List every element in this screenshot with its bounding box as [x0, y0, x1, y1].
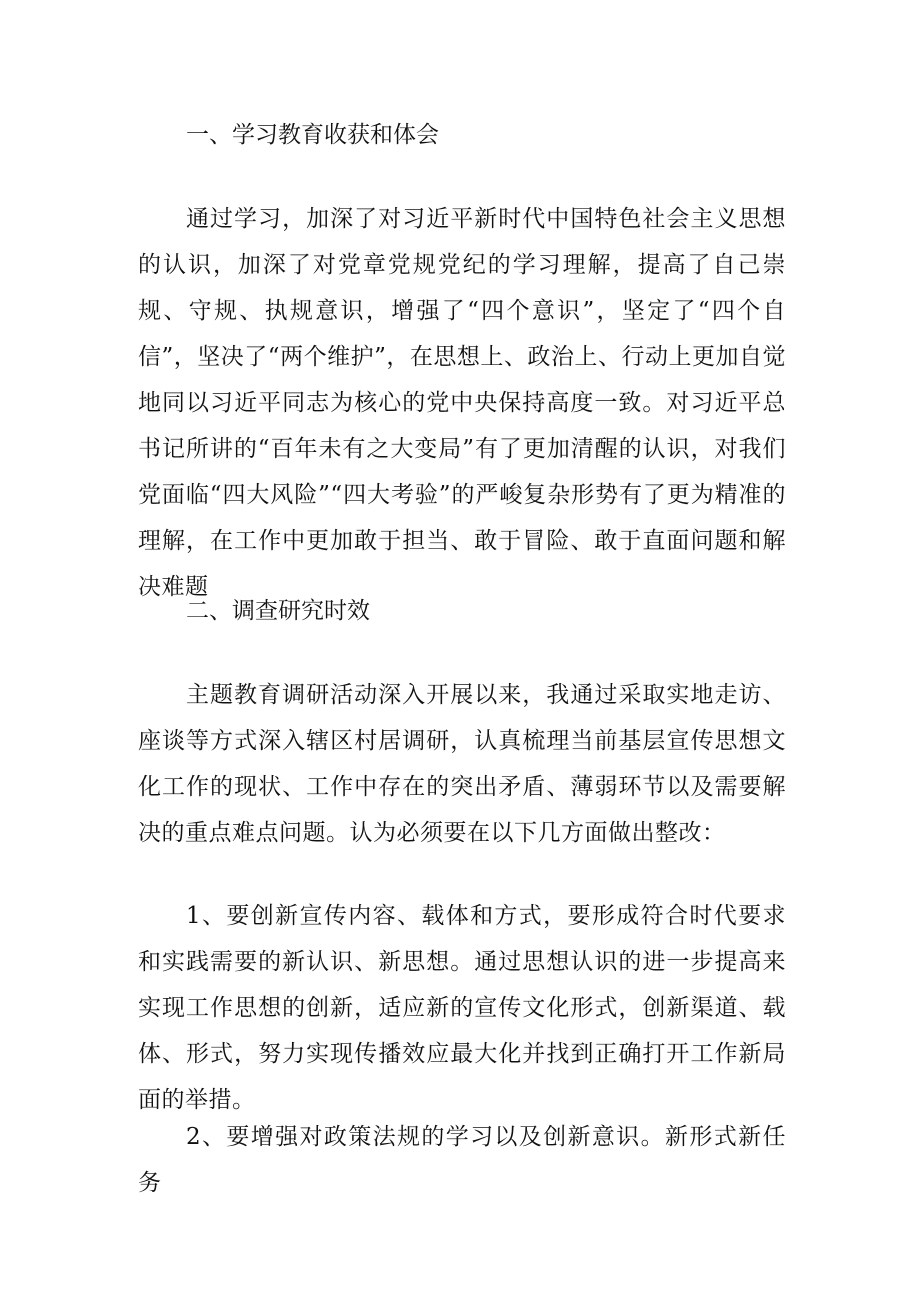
numbered-item-2: 2、要增强对政策法规的学习以及创新意识。新形式新任务	[138, 1124, 786, 1196]
numbered-item-1: 1、要创新宣传内容、载体和方式，要形成符合时代要求和实践需要的新认识、新思想。通过思想认识的进一步提高来实现工作思想的创新，适应新的宣传文化形式，创新渠道、载体、形式，努力实现传播效应最大化并找到正确打开工作新局面的举措。	[138, 903, 786, 1113]
section-2-heading: 二、调查研究时效	[186, 598, 370, 624]
section-1-paragraph: 通过学习，加深了对习近平新时代中国特色社会主义思想的认识，加深了对党章党规党纪的学习理解，提高了自己崇规、守规、执规意识，增强了“四个意识”，坚定了“四个自信”，坚决了“两个维护”，在思想上、政治上、行动上更加自觉地同以习近平同志为核心的党中央保持高度一致。对习近平总书记所讲的“百年未有之大变局”有了更加清醒的认识，对我们党面临“四大风险”“四大考验”的严峻复杂形势有了更为精准的理解，在工作中更加敢于担当、敢于冒险、敢于直面问题和解决难题	[138, 206, 786, 600]
section-1-heading: 一、学习教育收获和体会	[186, 122, 439, 148]
section-2-paragraph: 主题教育调研活动深入开展以来，我通过采取实地走访、座谈等方式深入辖区村居调研，认真梳理当前基层宣传思想文化工作的现状、工作中存在的突出矛盾、薄弱环节以及需要解决的重点难点问题。认为必须要在以下几方面做出整改：	[138, 682, 786, 846]
